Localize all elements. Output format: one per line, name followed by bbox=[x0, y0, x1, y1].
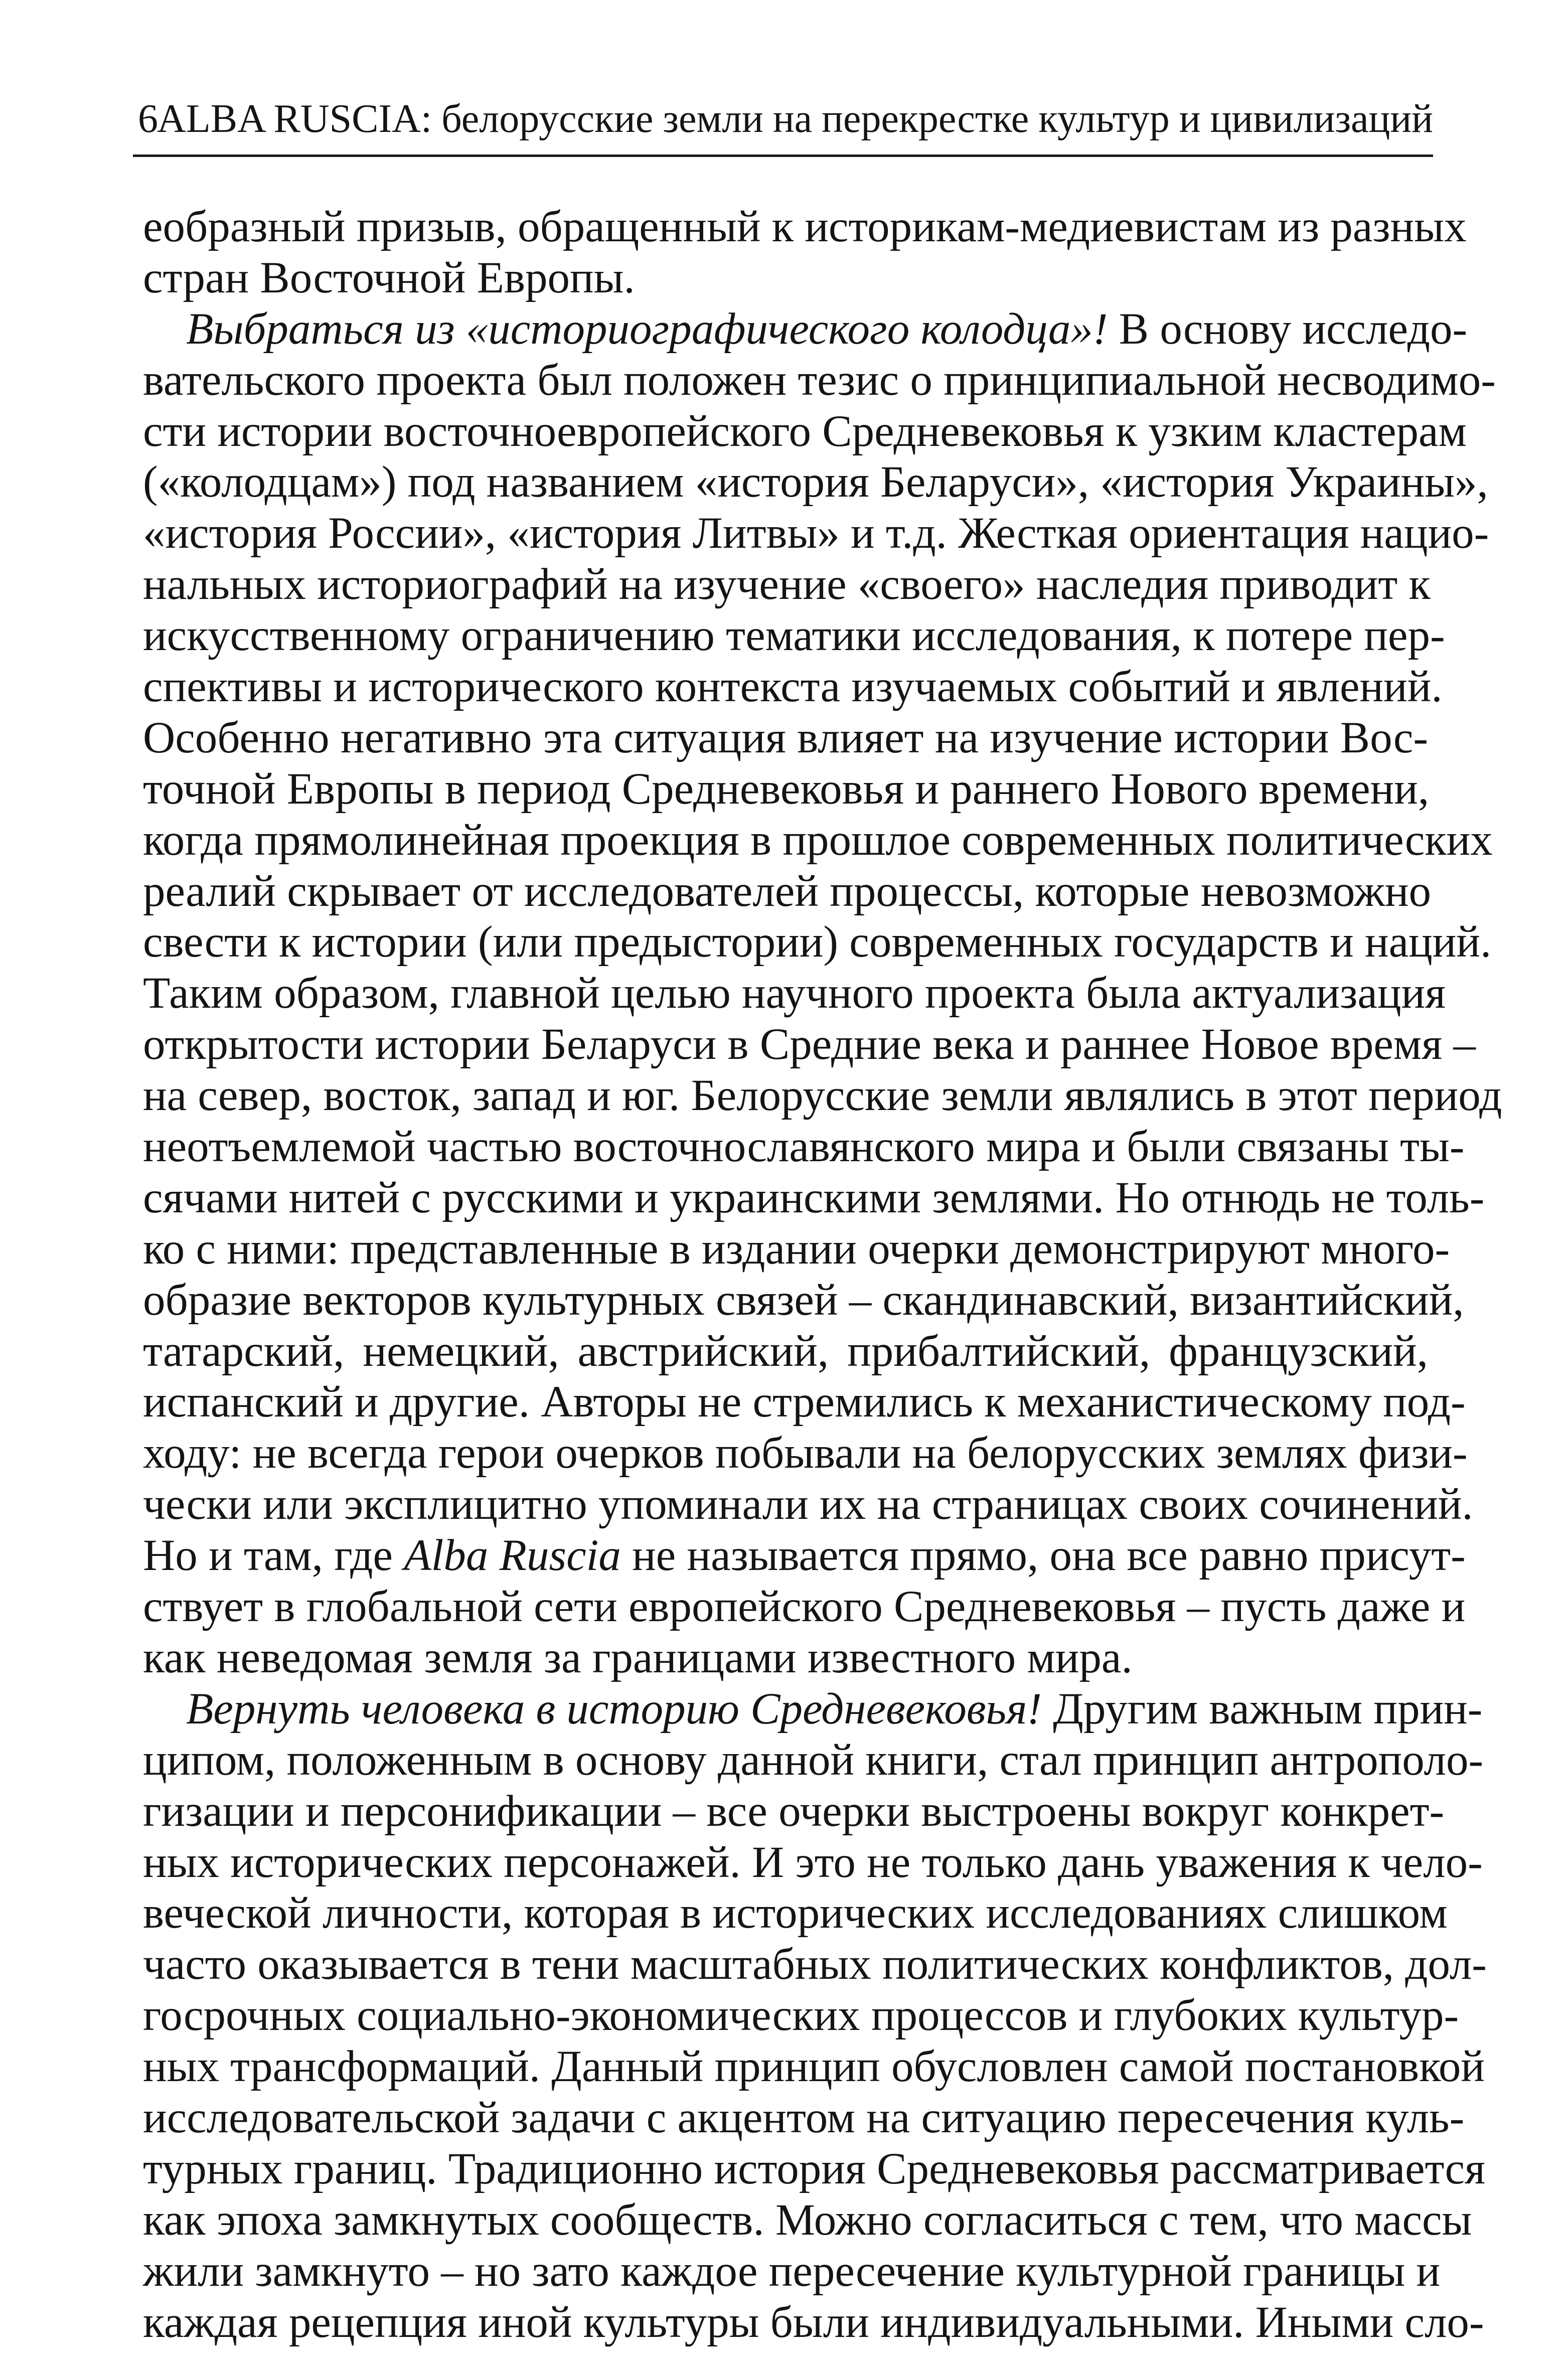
text-segment: В основу исследо- bbox=[1108, 304, 1468, 354]
text-segment: стран Восточной Европы. bbox=[143, 253, 635, 302]
text-segment: гизации и персонификации – все очерки выстроены вокруг конкрет- bbox=[143, 1786, 1445, 1836]
body-text bbox=[143, 202, 1502, 2348]
text-segment: испанский и другие. Авторы не стремились к механистическому под- bbox=[143, 1377, 1466, 1427]
text-line bbox=[143, 1837, 1483, 1889]
text-segment: чески или эксплицитно упоминали их на страницах своих сочинений. bbox=[143, 1480, 1473, 1529]
text-line bbox=[143, 968, 1446, 1019]
italic-text: Выбраться из «историографического колодца»! bbox=[186, 304, 1108, 354]
page-number: 6 bbox=[138, 97, 158, 141]
text-line bbox=[143, 1684, 1483, 1735]
text-segment: как эпоха замкнутых сообществ. Можно согласиться с тем, что массы bbox=[143, 2195, 1472, 2245]
text-segment: неотъемлемой частью восточнославянского мира и были связаны ты- bbox=[143, 1122, 1465, 1172]
italic-text: Alba Ruscia bbox=[404, 1531, 621, 1581]
text-segment: часто оказывается в тени масштабных политических конфликтов, дол- bbox=[143, 1940, 1487, 1989]
text-line bbox=[143, 304, 1468, 355]
text-segment: ных трансформаций. Данный принцип обусловлен самой постановкой bbox=[143, 2042, 1485, 2092]
text-segment: сти истории восточноевропейского Средневековья к узким кластерам bbox=[143, 406, 1467, 456]
text-line bbox=[143, 1070, 1502, 1122]
text-segment: реалий скрывает от исследователей процессы, которые невозможно bbox=[143, 866, 1431, 916]
text-segment: Таким образом, главной целью научного проекта была актуализация bbox=[143, 969, 1446, 1018]
text-segment: «история России», «история Литвы» и т.д. Жесткая ориентация нацио- bbox=[143, 509, 1489, 558]
text-segment: Особенно негативно эта ситуация влияет на изучение истории Вос- bbox=[143, 713, 1428, 762]
text-segment: образие векторов культурных связей – скандинавский, византийский, bbox=[143, 1275, 1464, 1325]
text-line bbox=[143, 1633, 1428, 1684]
header-rule bbox=[133, 154, 1433, 157]
text-segment: ных исторических персонажей. И это не только дань уважения к чело- bbox=[143, 1837, 1483, 1887]
text-line bbox=[143, 713, 1428, 764]
text-segment: открытости истории Беларуси в Средние века и раннее Новое время – bbox=[143, 1020, 1476, 1069]
text-line bbox=[143, 457, 1488, 508]
text-line bbox=[143, 1735, 1484, 1786]
text-segment: ципом, положенным в основу данной книги, стал принцип антрополо- bbox=[143, 1735, 1484, 1785]
text-segment: исследовательской задачи с акцентом на ситуацию пересечения куль- bbox=[143, 2093, 1465, 2142]
text-segment: спективы и исторического контекста изучаемых событий и явлений. bbox=[143, 662, 1443, 712]
text-segment: ствует в глобальной сети европейского Средневековья – пусть даже и bbox=[143, 1582, 1466, 1632]
text-line bbox=[143, 1939, 1487, 1990]
text-line bbox=[143, 355, 1496, 406]
text-segment: когда прямолинейная проекция в прошлое современных политических bbox=[143, 815, 1493, 865]
text-line bbox=[143, 559, 1431, 610]
text-line bbox=[143, 2041, 1485, 2093]
text-segment: нальных историографий на изучение «своего» наследия приводит к bbox=[143, 560, 1431, 609]
text-segment: сячами нитей с русскими и украинскими землями. Но отнюдь не толь- bbox=[143, 1173, 1485, 1222]
text-segment: турных границ. Традиционно история Средневековья рассматривается bbox=[143, 2144, 1486, 2193]
text-line bbox=[143, 1224, 1450, 1275]
text-line bbox=[143, 2195, 1472, 2246]
text-segment: Другим важным прин- bbox=[1042, 1684, 1483, 1734]
text-segment: веческой личности, которая в исторических исследованиях слишком bbox=[143, 1889, 1448, 1938]
text-line bbox=[143, 815, 1493, 866]
text-line bbox=[143, 1428, 1468, 1479]
text-line bbox=[143, 1275, 1464, 1326]
text-segment: ко с ними: представленные в издании очерки демонстрируют много- bbox=[143, 1224, 1450, 1274]
text-segment: ходу: не всегда герои очерков побывали на белорусских землях физи- bbox=[143, 1429, 1468, 1478]
text-segment: на север, восток, запад и юг. Белорусские земли являлись в этот период bbox=[143, 1071, 1502, 1121]
text-segment: жили замкнуто – но зато каждое пересечение культурной границы и bbox=[143, 2246, 1441, 2296]
text-line bbox=[143, 610, 1445, 662]
text-line bbox=[143, 1326, 1428, 1377]
text-segment: каждая рецепция иной культуры были индивидуальными. Иными сло- bbox=[143, 2297, 1484, 2347]
text-line bbox=[143, 1173, 1485, 1224]
text-line bbox=[143, 1582, 1466, 1633]
text-segment: искусственному ограничению тематики исследования, к потере пер- bbox=[143, 611, 1445, 661]
text-segment: вательского проекта был положен тезис о принципиальной несводимо- bbox=[143, 355, 1496, 405]
text-line bbox=[143, 2144, 1486, 2195]
text-segment: госрочных социально-экономических процессов и глубоких культур- bbox=[143, 1991, 1459, 2040]
text-line bbox=[143, 1530, 1466, 1582]
text-line bbox=[143, 508, 1489, 559]
text-line bbox=[143, 202, 1467, 253]
text-segment: еобразный призыв, обращенный к историкам-медиевистам из разных bbox=[143, 202, 1467, 251]
text-line bbox=[143, 253, 1428, 304]
text-line bbox=[143, 866, 1431, 917]
text-segment: точной Европы в период Средневековья и раннего Нового времени, bbox=[143, 764, 1430, 814]
text-segment: татарский, немецкий, австрийский, прибалтийский, французский, bbox=[143, 1326, 1428, 1376]
text-line bbox=[143, 2246, 1441, 2297]
running-title: ALBA RUSCIA: белорусские земли на перекрестке культур и цивилизаций bbox=[157, 97, 1433, 141]
text-line bbox=[143, 917, 1492, 968]
text-segment: Но и там, где bbox=[143, 1531, 404, 1581]
text-line bbox=[143, 662, 1443, 713]
text-segment: как неведомая земля за границами известного мира. bbox=[143, 1633, 1133, 1682]
text-line bbox=[143, 1479, 1473, 1530]
italic-text: Вернуть человека в историю Средневековья! bbox=[186, 1684, 1042, 1734]
text-line bbox=[143, 1786, 1445, 1837]
text-line bbox=[143, 1122, 1465, 1173]
text-line bbox=[143, 406, 1467, 457]
text-segment: не называется прямо, она все равно присут- bbox=[620, 1531, 1466, 1581]
text-segment: свести к истории (или предыстории) современных государств и наций. bbox=[143, 917, 1492, 967]
text-line bbox=[143, 2093, 1465, 2144]
text-segment: («колодцам») под названием «история Беларуси», «история Украины», bbox=[143, 457, 1488, 507]
text-line bbox=[143, 764, 1428, 815]
text-line bbox=[143, 1377, 1466, 1428]
text-line bbox=[143, 2297, 1484, 2348]
text-line bbox=[143, 1019, 1476, 1070]
text-line bbox=[143, 1888, 1448, 1939]
page-header bbox=[133, 93, 1433, 145]
text-line bbox=[143, 1990, 1459, 2041]
